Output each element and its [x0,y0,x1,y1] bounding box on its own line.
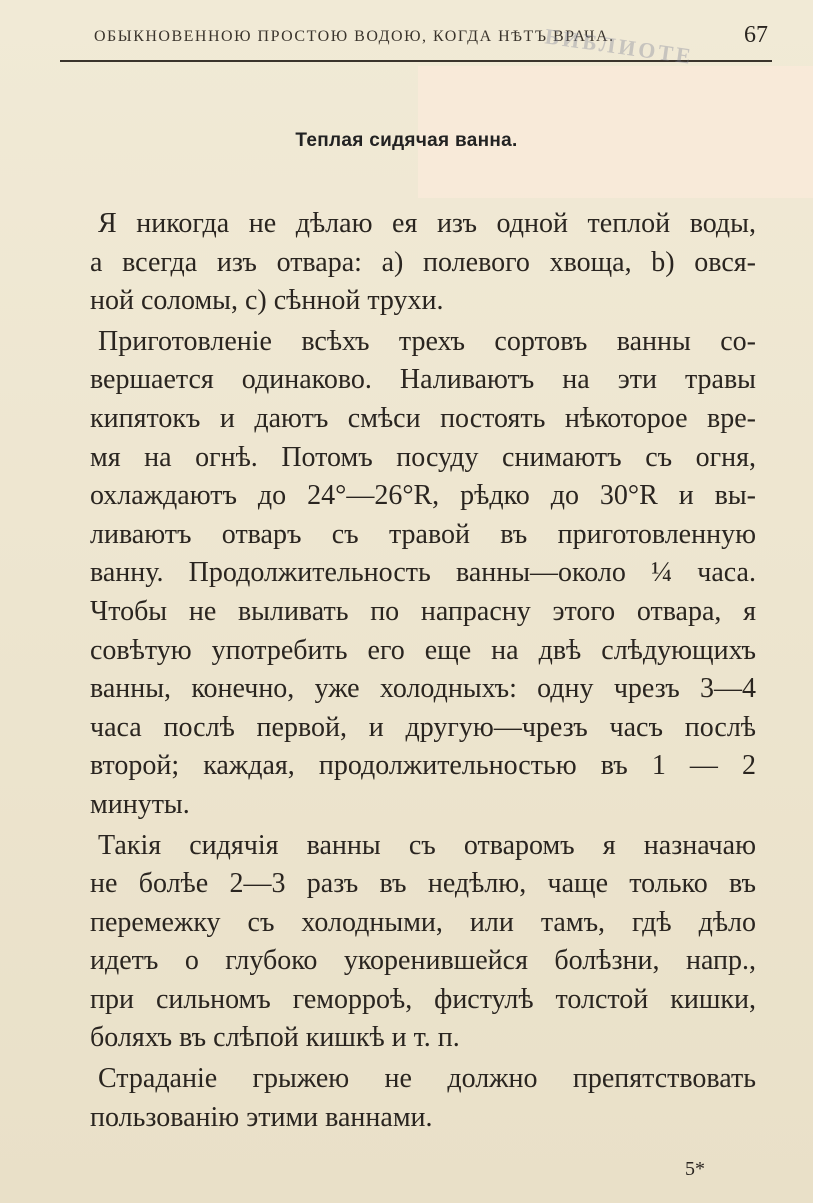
text-line: ванну. Продолжительность ванны—около ¼ часа. [90,557,756,589]
text-line: пользованію этими ваннами. [90,1101,433,1133]
page-number: 67 [744,22,768,48]
text-line: при сильномъ геморроѣ, фистулѣ толстой кишки, [90,983,756,1015]
text-line: боляхъ въ слѣпой кишкѣ и т. п. [90,1022,460,1054]
text-line: кипятокъ и даютъ смѣси постоять нѣкоторое вре- [90,402,756,434]
text-line: ливаютъ отваръ съ травой въ приготовленную [90,518,756,550]
library-stamp: БИБЛИОТЕ [543,23,696,70]
running-title: ОБЫКНОВЕННОЮ ПРОСТОЮ ВОДОЮ, КОГДА НѢТЪ ВРАЧА. [94,28,615,45]
text-line: мя на огнѣ. Потомъ посуду снимаютъ съ огня, [90,441,756,473]
text-line: Я никогда не дѣлаю ея изъ одной теплой воды, [98,208,756,239]
text-line: Приготовленіе всѣхъ трехъ сортовъ ванны со- [98,325,756,357]
signature-mark: 5* [685,1158,705,1180]
text-line: не болѣе 2—3 разъ въ недѣлю, чаще только въ [90,868,756,900]
text-line: минуты. [90,788,190,820]
text-line: часа послѣ первой, и другую—чрезъ часъ послѣ [90,711,756,743]
text-line: совѣтую употребить его еще на двѣ слѣдующихъ [90,634,756,666]
text-line: Такія сидячія ванны съ отваромъ я назначаю [98,829,756,861]
text-line: ванны, конечно, уже холодныхъ: одну чрезъ 3—4 [90,673,756,705]
paragraph [90,323,756,825]
paragraph [90,1060,756,1137]
text-line: перемежку съ холодными, или тамъ, гдѣ дѣло [90,906,756,938]
text-line: охлаждаютъ до 24°—26°R, рѣдко до 30°R и вы- [90,480,756,512]
body-text [90,205,756,1139]
paragraph [90,205,756,321]
text-line: второй; каждая, продолжительностью въ 1 — 2 [90,750,756,782]
paragraph [90,827,756,1059]
text-line: ной соломы, c) сѣнной трухи. [90,285,444,317]
text-line: вершается одинаково. Наливаютъ на эти травы [90,364,756,396]
text-line: Чтобы не выливать по напрасну этого отвара, я [90,595,756,627]
text-line: идетъ о глубоко укоренившейся болѣзни, напр., [90,945,756,977]
text-line: Страданіе грыжею не должно препятствовать [98,1063,756,1095]
text-line: а всегда изъ отвара: a) полевого хвоща, b) овся- [90,246,756,278]
section-title: Теплая сидячая ванна. [295,130,518,151]
